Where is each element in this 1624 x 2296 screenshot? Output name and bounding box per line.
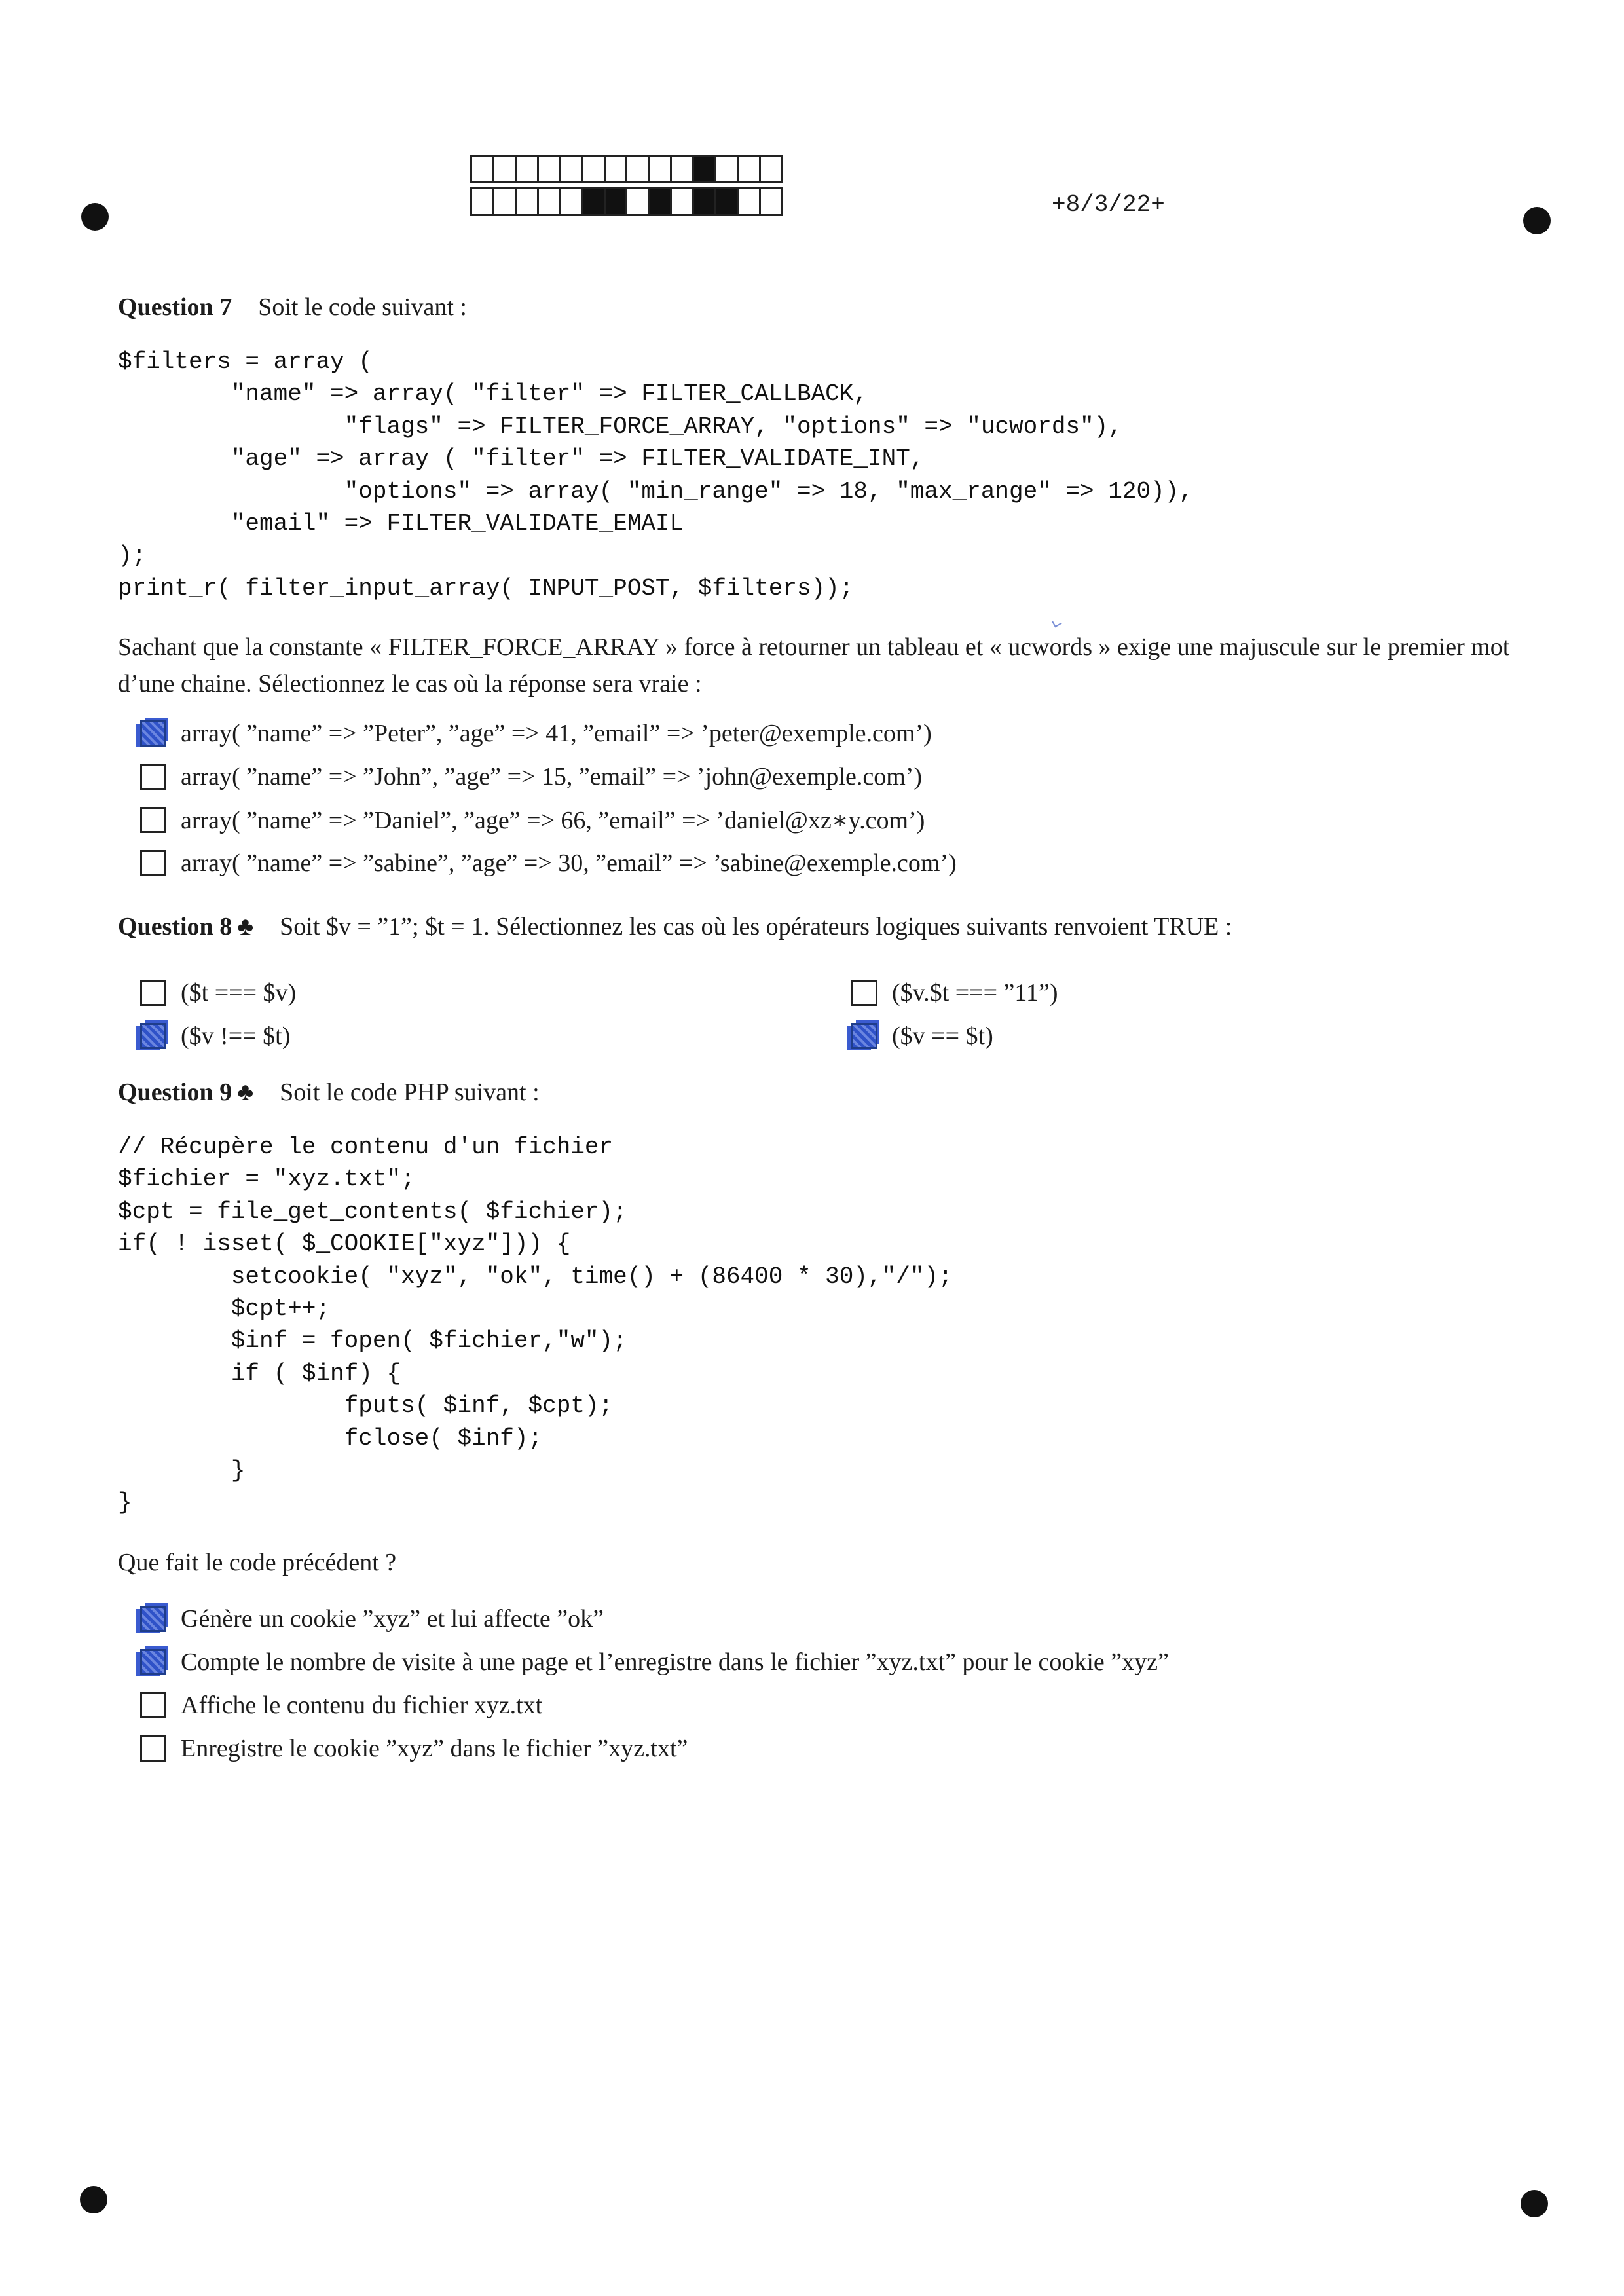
id-grid-cell: [606, 157, 628, 181]
q9-option-3[interactable]: [140, 1689, 542, 1722]
q9-option-3-label: Affiche le contenu du fichier xyz.txt: [181, 1692, 543, 1719]
q7-option-2[interactable]: [140, 760, 922, 793]
id-grid-cell: [761, 189, 781, 214]
registration-dot-bottom-right: [1521, 2190, 1548, 2217]
q7-option-4-checkbox[interactable]: [140, 850, 166, 876]
id-grid-cell: [539, 189, 561, 214]
id-grid-cell: [561, 157, 583, 181]
pen-mark: [1052, 618, 1061, 628]
question-8-label: Question 8: [118, 913, 232, 940]
q8-option-4[interactable]: [851, 1020, 993, 1052]
club-icon: ♣: [237, 913, 254, 940]
q9-option-2[interactable]: [140, 1646, 1169, 1678]
q8-option-4-label: ($v == $t): [892, 1022, 993, 1050]
q7-option-1-checkbox[interactable]: [140, 720, 166, 747]
q7-option-3[interactable]: [140, 804, 925, 836]
id-grid-cell: [650, 189, 672, 214]
q8-option-2[interactable]: [851, 976, 1058, 1009]
q9-option-2-checkbox[interactable]: [140, 1649, 166, 1675]
id-grid-cell: [494, 157, 517, 181]
q9-option-1-label: Génère un cookie ”xyz” et lui affecte ”ok”: [181, 1605, 604, 1633]
id-grid-cell: [716, 189, 739, 214]
q8-option-2-label: ($v.$t === ”11”): [892, 979, 1058, 1007]
q8-option-3[interactable]: [140, 1020, 290, 1052]
question-9-header: [118, 1078, 540, 1107]
q7-option-2-checkbox[interactable]: [140, 764, 166, 790]
q9-option-3-checkbox[interactable]: [140, 1692, 166, 1718]
question-8-header: [118, 912, 1232, 941]
id-grid-cell: [694, 189, 716, 214]
id-grid-cell: [517, 157, 539, 181]
id-grid-cell: [739, 157, 761, 181]
page-code: +8/3/22+: [1052, 191, 1165, 218]
q9-option-1-checkbox[interactable]: [140, 1606, 166, 1632]
registration-dot-top-left: [81, 203, 109, 231]
q8-option-3-checkbox[interactable]: [140, 1023, 166, 1049]
id-grid-cell: [739, 189, 761, 214]
q7-option-4[interactable]: [140, 847, 957, 880]
id-grid-cell: [472, 189, 494, 214]
q7-option-4-label: array( ”name” => ”sabine”, ”age” => 30, ”email” => ’sabine@exemple.com’): [181, 849, 957, 877]
id-grid-cell: [539, 157, 561, 181]
id-grid-cell: [583, 157, 606, 181]
id-grid-cell: [472, 157, 494, 181]
id-grid-cell: [761, 157, 781, 181]
q9-option-2-label: Compte le nombre de visite à une page et l’enregistre dans le fichier ”xyz.txt” pour le cookie ”xyz”: [181, 1648, 1169, 1676]
id-grid-cell: [650, 157, 672, 181]
q7-option-1[interactable]: [140, 717, 932, 750]
question-7-header: [118, 293, 467, 322]
id-grid-cell: [606, 189, 628, 214]
q8-option-1[interactable]: [140, 976, 296, 1009]
id-grid-cell: [627, 189, 650, 214]
q7-option-3-checkbox[interactable]: [140, 807, 166, 833]
question-9-text: Soit le code PHP suivant :: [280, 1079, 540, 1106]
q7-option-3-label: array( ”name” => ”Daniel”, ”age” => 66, ”email” => ’daniel@xz∗y.com’): [181, 806, 925, 834]
question-8-text: Soit $v = ”1”; $t = 1. Sélectionnez les cas où les opérateurs logiques suivants renvoient TRUE :: [280, 913, 1232, 940]
q9-option-1[interactable]: [140, 1602, 604, 1635]
id-grid-cell: [561, 189, 583, 214]
id-grid-cell: [672, 189, 694, 214]
id-grid-cell: [517, 189, 539, 214]
q9-option-4[interactable]: [140, 1732, 688, 1765]
id-grid-row-1: [470, 155, 783, 183]
question-9-label: Question 9: [118, 1079, 232, 1106]
q7-option-2-label: array( ”name” => ”John”, ”age” => 15, ”email” => ’john@exemple.com’): [181, 763, 923, 790]
registration-dot-bottom-left: [80, 2186, 107, 2213]
id-grid-cell: [494, 189, 517, 214]
question-7-code: $filters = array ( "name" => array( "filter" => FILTER_CALLBACK, "flags" => FILTER_FORCE_ARRAY, "options" => "ucwords"), "age" => array ( "filter" => FILTER_VALIDATE_INT, "options" => array( "min_range" => 18, "max_range" => 120)), "email" => FILTER_VALIDATE_EMAIL ); print_r( filter_input_array( INPUT_POST, $filters));: [118, 348, 1193, 602]
id-grid-cell: [672, 157, 694, 181]
q9-option-4-label: Enregistre le cookie ”xyz” dans le fichier ”xyz.txt”: [181, 1735, 688, 1762]
id-grid-cell: [627, 157, 650, 181]
club-icon: ♣: [237, 1079, 254, 1106]
question-7-label: Question 7: [118, 293, 232, 321]
q9-option-4-checkbox[interactable]: [140, 1735, 166, 1762]
id-grid-cell: [716, 157, 739, 181]
question-9-prompt: Que fait le code précédent ?: [118, 1549, 397, 1576]
q7-option-1-label: array( ”name” => ”Peter”, ”age” => 41, ”email” => ’peter@exemple.com’): [181, 720, 932, 747]
question-9-code: // Récupère le contenu d'un fichier $fichier = "xyz.txt"; $cpt = file_get_contents( $fichier); if( ! isset( $_COOKIE["xyz"])) { setcookie( "xyz", "ok", time() + (86400 * 30),"/"); $cpt++; $inf = fopen( $fichier,"w"); if ( $inf) { fputs( $inf, $cpt); fclose( $inf); } }: [118, 1134, 953, 1517]
q8-option-2-checkbox[interactable]: [851, 980, 877, 1006]
id-grid-cell: [694, 157, 716, 181]
question-7-paragraph: Sachant que la constante « FILTER_FORCE_ARRAY » force à retourner un tableau et « ucwords » exige une majuscule sur le premier mot d’une chaine. Sélectionnez le cas où la réponse sera vraie :: [118, 633, 1510, 697]
q8-option-3-label: ($v !== $t): [181, 1022, 291, 1050]
q8-option-1-checkbox[interactable]: [140, 980, 166, 1006]
registration-dot-top-right: [1523, 207, 1551, 234]
question-7-text: Soit le code suivant :: [258, 293, 467, 321]
q8-option-4-checkbox[interactable]: [851, 1023, 877, 1049]
q8-option-1-label: ($t === $v): [181, 979, 297, 1007]
id-grid-row-2: [470, 187, 783, 216]
id-grid-cell: [583, 189, 606, 214]
